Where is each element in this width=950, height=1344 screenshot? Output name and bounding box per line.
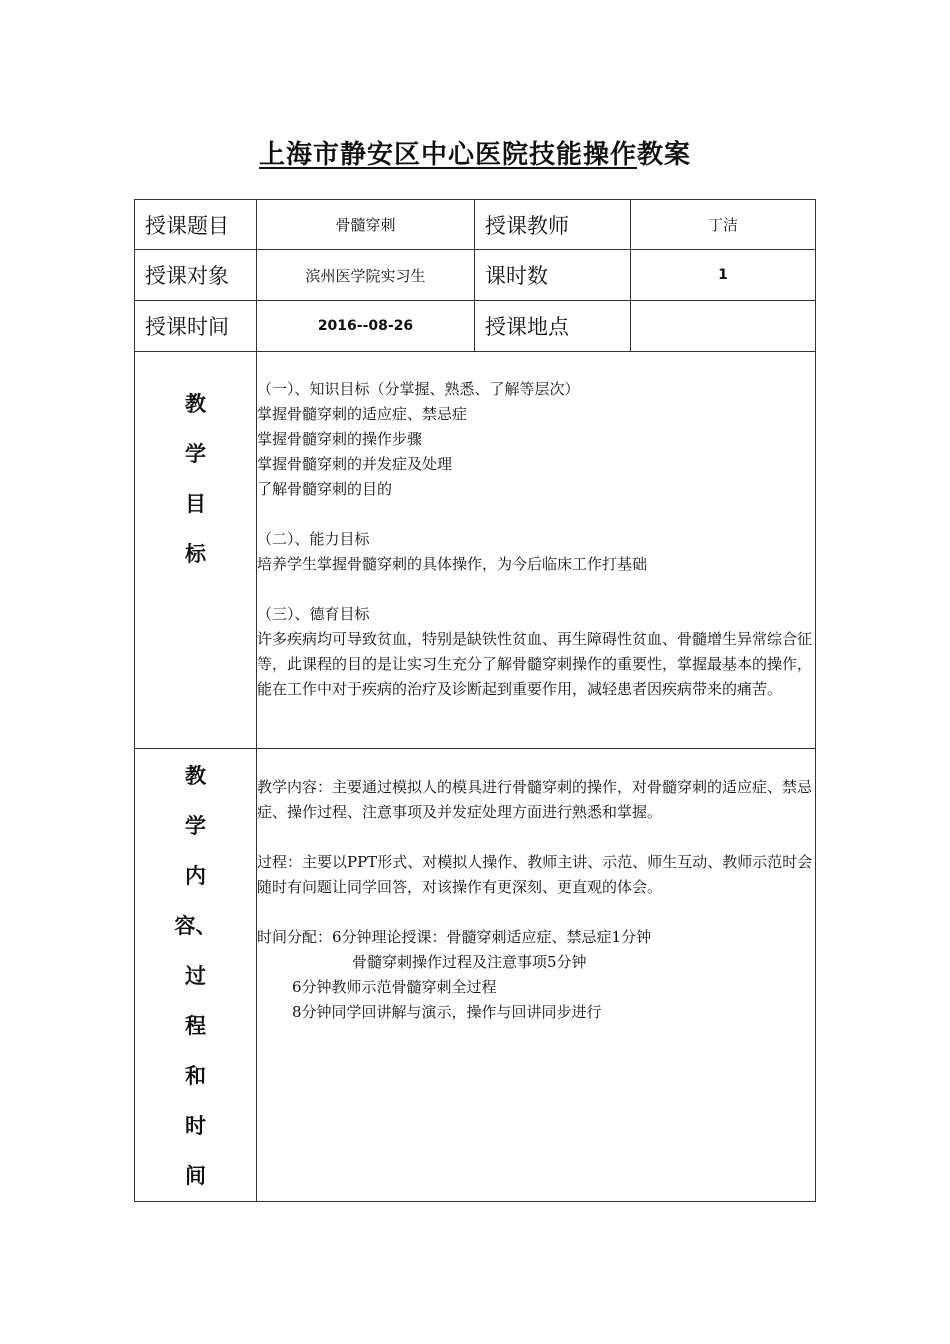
content-text: 教学内容：主要通过模拟人的模具进行骨髓穿刺的操作，对骨髓穿刺的适应症、禁忌症、操作过程、注意事项及并发症处理方面进行熟悉和掌握。: [257, 778, 813, 821]
teacher-value: 丁洁: [631, 200, 816, 250]
content-label-char: 时: [185, 1113, 206, 1138]
knowledge-heading: （一）、知识目标（分掌握、熟悉、了解等层次）: [257, 380, 580, 398]
content-label-char: 内: [185, 863, 206, 888]
moral-text: 许多疾病均可导致贫血，特别是缺铁性贫血、再生障碍性贫血、骨髓增生异常综合征等，此课程的目的是让实习生充分了解骨髓穿刺操作的重要性，掌握最基本的操作，能在工作中对于疾病的治疗及诊断起到重要作用，减轻患者因疾病带来的痛苦。: [257, 630, 813, 698]
objectives-label-char: 学: [185, 441, 206, 466]
row-audience: [135, 250, 816, 301]
topic-value: 骨髓穿刺: [257, 200, 475, 250]
content-label-char: 容、: [174, 913, 217, 938]
title-underlined: 上海市静安区中心医院技能操作: [258, 140, 637, 170]
row-objectives: [135, 352, 816, 749]
ability-heading: （二）、能力目标: [257, 530, 370, 548]
time-allocation-line: 骨髓穿刺操作过程及注意事项5分钟: [352, 953, 587, 971]
knowledge-item: 掌握骨髓穿刺的适应症、禁忌症: [257, 405, 468, 423]
row-content: [135, 749, 816, 1202]
page-title: [0, 134, 950, 171]
teacher-label: 授课教师: [475, 200, 631, 250]
content-label: [135, 749, 257, 1202]
time-label: 授课时间: [135, 301, 257, 352]
objectives-label: [135, 352, 257, 749]
content-label-char: 过: [185, 963, 206, 988]
audience-label: 授课对象: [135, 250, 257, 301]
hours-label: 课时数: [475, 250, 631, 301]
content-label-char: 和: [185, 1063, 206, 1088]
knowledge-item: 掌握骨髓穿刺的并发症及处理: [257, 455, 453, 473]
audience-value: 滨州医学院实习生: [257, 250, 475, 301]
objectives-label-char: 标: [185, 541, 206, 566]
moral-heading: （三）、德育目标: [257, 605, 370, 623]
hours-value: 1: [631, 250, 816, 301]
title-rest: 教案: [637, 140, 692, 170]
knowledge-item: 了解骨髓穿刺的目的: [257, 480, 393, 498]
process-text: 过程：主要以PPT形式、对模拟人操作、教师主讲、示范、师生互动、教师示范时会随时有问题让同学回答，对该操作有更深刻、更直观的体会。: [257, 853, 813, 896]
objectives-body: [257, 352, 816, 749]
content-label-char: 程: [185, 1013, 206, 1038]
content-label-char: 间: [185, 1163, 206, 1188]
row-time: [135, 301, 816, 352]
time-allocation-line: 时间分配：6分钟理论授课：骨髓穿刺适应症、禁忌症1分钟: [257, 928, 652, 946]
row-topic: [135, 200, 816, 250]
content-label-char: 学: [185, 813, 206, 838]
objectives-label-char: 目: [185, 491, 206, 516]
content-label-char: 教: [185, 763, 206, 788]
objectives-label-char: 教: [185, 391, 206, 416]
time-allocation-line: 8分钟同学回讲解与演示，操作与回讲同步进行: [292, 1003, 602, 1021]
topic-label: 授课题目: [135, 200, 257, 250]
knowledge-item: 掌握骨髓穿刺的操作步骤: [257, 430, 423, 448]
content-body: [257, 749, 816, 1202]
time-value: 2016--08-26: [257, 301, 475, 352]
time-allocation-line: 6分钟教师示范骨髓穿刺全过程: [292, 978, 497, 996]
place-label: 授课地点: [475, 301, 631, 352]
place-value: [631, 301, 816, 352]
lesson-plan-table: [134, 199, 816, 1202]
ability-text: 培养学生掌握骨髓穿刺的具体操作，为今后临床工作打基础: [257, 555, 648, 573]
